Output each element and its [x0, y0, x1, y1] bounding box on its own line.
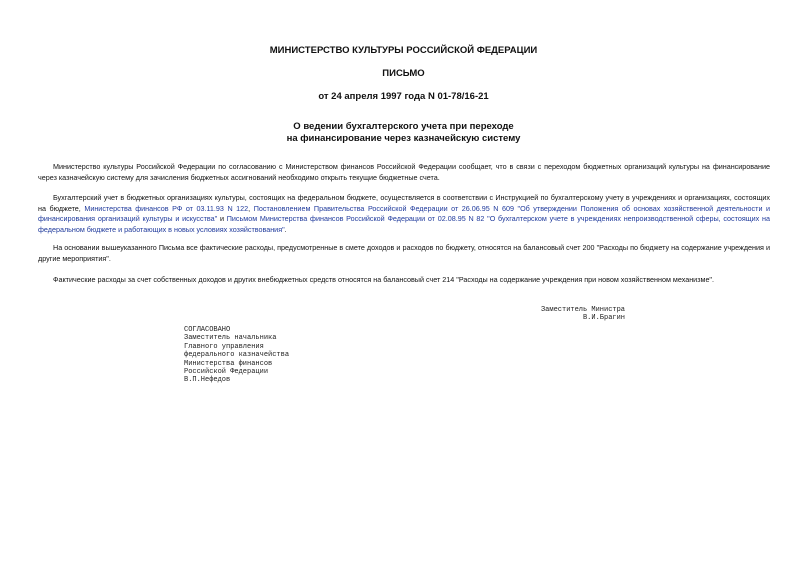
subject-line-1: О ведении бухгалтерского учета при переходе	[293, 121, 514, 132]
approval-block	[184, 326, 384, 385]
paragraph-text: .	[284, 224, 287, 234]
paragraph-text: Бухгалтерский учет в бюджетных организациях культуры, состоящих на федеральном бюджете, осуществляется в соответствии с Инструкцией по бухгалтерскому учету в учреждениях и организациях, состоящих на бюджете,	[38, 193, 770, 213]
approver-name: В.П.Нефедов	[184, 376, 231, 385]
body-paragraph-2	[38, 193, 770, 235]
document-subject	[0, 121, 807, 145]
document-date: от 24 апреля 1997 года N 01-78/16-21	[318, 91, 489, 102]
paragraph-text: и	[217, 214, 227, 223]
approval-line: федерального казначейства	[184, 351, 290, 360]
approval-line: Заместитель начальника	[184, 334, 277, 343]
body-paragraph-3: На основании вышеуказанного Письма все фактические расходы, предусмотренные в смете доходов и расходов по бюджету, относятся на балансовый счет 200 "Расходы по бюджету на содержание учреждения и другие мероприятия".	[38, 243, 770, 263]
document-type: ПИСЬМО	[382, 68, 425, 79]
signatory-name: В.И.Брагин	[582, 314, 625, 323]
approval-line: Российской Федерации	[184, 368, 269, 377]
signature-block	[470, 306, 625, 323]
link-minfin-instruction[interactable]: Министерства финансов РФ от 03.11.93 N 122	[84, 203, 249, 213]
signatory-title: Заместитель Министра	[540, 306, 625, 314]
paragraph-text: ,	[248, 203, 254, 213]
approval-line: Главного управления	[184, 342, 264, 351]
body-paragraph-4: Фактические расходы за счет собственных доходов и других внебюджетных средств относятся на балансовый счет 214 "Расходы на содержание учреждения при новом хозяйственном механизме".	[53, 275, 714, 284]
link-minfin-letter[interactable]: Письмом Министерства финансов Российской Федерации от 02.08.95 N 82 "О бухгалтерском учете в учреждениях непроизводственной сферы, состоящих на федеральном бюджете и работающих в новых условиях хозяйствования"	[38, 214, 770, 234]
body-paragraph-1: Министерство культуры Российской Федерации по согласованию с Министерством финансов Российской Федерации сообщает, что в связи с переходом бюджетных организаций культуры на финансирование через казначейскую систему для зачисления бюджетных ассигнований необходимо открыть текущие бюджетные счета.	[38, 162, 770, 182]
subject-line-2: на финансирование через казначейскую систему	[286, 133, 521, 144]
org-title: МИНИСТЕРСТВО КУЛЬТУРЫ РОССИЙСКОЙ ФЕДЕРАЦИИ	[269, 45, 538, 56]
link-government-resolution[interactable]: Постановлением Правительства Российской Федерации от 26.06.95 N 609 "Об утверждении Положения об основах хозяйственной деятельности и финансирования организаций культуры и искусства"	[38, 203, 770, 223]
approval-line: Министерства финансов	[184, 359, 273, 368]
approval-heading: СОГЛАСОВАНО	[184, 326, 231, 334]
